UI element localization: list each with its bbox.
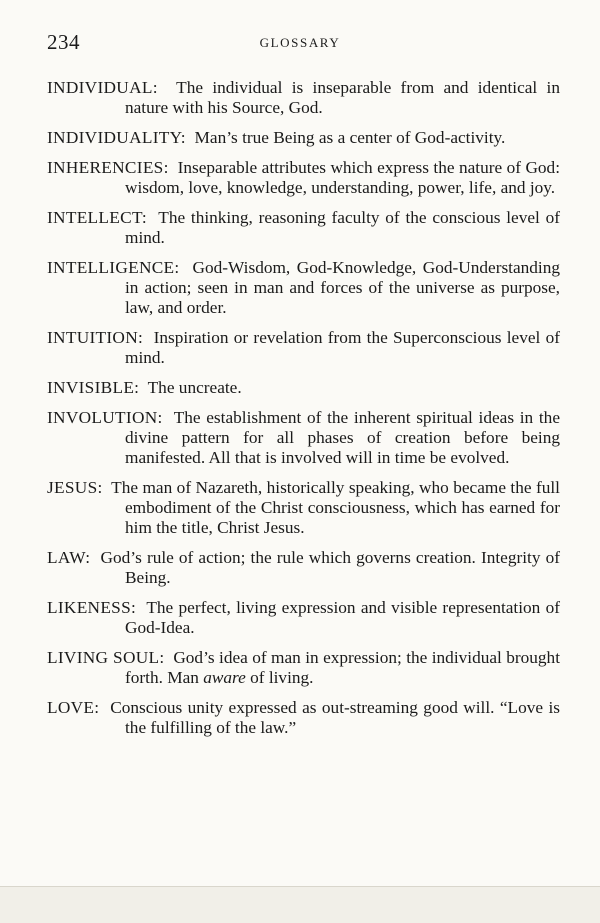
glossary-entry-involution [47, 408, 560, 468]
entry-definition: The establishment of the inherent spiritual ideas in the divine pattern for all phases of creation before being manifested. All that is involved will in time be evolved. [125, 408, 560, 467]
entry-term: JESUS: [47, 478, 103, 497]
entry-term: INDIVIDUAL: [47, 78, 158, 97]
glossary-entry-invisible [47, 378, 560, 398]
entry-term: INTELLECT: [47, 208, 148, 227]
page-number: 234 [47, 30, 80, 54]
entry-term: LIVING SOUL: [47, 648, 165, 667]
entry-definition: God’s rule of action; the rule which governs creation. Integrity of Being. [100, 548, 560, 587]
glossary-entry-jesus [47, 478, 560, 538]
glossary-entry-law [47, 548, 560, 588]
glossary-entry-intuition [47, 328, 560, 368]
glossary-entry-inherencies [47, 158, 560, 198]
entry-definition: Conscious unity expressed as out-streaming good will. “Love is the fulfilling of the law.” [110, 698, 561, 737]
entry-definition: Man’s true Being as a center of God-activity. [194, 128, 506, 147]
entry-term: LIKENESS: [47, 598, 137, 617]
glossary-entry-love [47, 698, 560, 738]
glossary-entry-individual [47, 78, 560, 118]
glossary-list [47, 78, 560, 748]
entry-definition: Inseparable attributes which express the nature of God: wisdom, love, knowledge, understanding, power, life, and joy. [125, 158, 561, 197]
entry-definition: Inspiration or revelation from the Superconscious level of mind. [125, 328, 560, 367]
entry-term: LOVE: [47, 698, 100, 717]
glossary-entry-intelligence [47, 258, 560, 318]
entry-term: INVISIBLE: [47, 378, 140, 397]
entry-definition-emphasis: aware [203, 668, 246, 687]
entry-definition-end: of living. [245, 668, 314, 687]
entry-definition: The uncreate. [147, 378, 242, 397]
running-head: GLOSSARY [259, 35, 341, 50]
entry-definition: The thinking, reasoning faculty of the conscious level of mind. [125, 208, 560, 247]
entry-term: INTUITION: [47, 328, 144, 347]
entry-definition: The perfect, living expression and visible representation of God-Idea. [125, 598, 560, 637]
entry-definition: The individual is inseparable from and identical in nature with his Source, God. [125, 78, 560, 117]
glossary-entry-likeness [47, 598, 560, 638]
page-bottom-edge [0, 886, 600, 923]
glossary-entry-individuality [47, 128, 560, 148]
entry-term: INDIVIDUALITY: [47, 128, 186, 147]
entry-definition: The man of Nazareth, historically speaking, who became the full embodiment of the Christ consciousness, which has earned for him the title, Christ Jesus. [111, 478, 560, 537]
entry-term: LAW: [47, 548, 91, 567]
entry-term: INVOLUTION: [47, 408, 163, 427]
entry-term: INHERENCIES: [47, 158, 169, 177]
glossary-entry-intellect [47, 208, 560, 248]
glossary-entry-living-soul [47, 648, 560, 688]
entry-definition: God’s idea of man in expression; the individual brought forth. Man [125, 648, 561, 687]
entry-definition: God-Wisdom, God-Knowledge, God-Understanding in action; seen in man and forces of the universe as purpose, law, and order. [125, 258, 561, 317]
entry-term: INTELLIGENCE: [47, 258, 180, 277]
